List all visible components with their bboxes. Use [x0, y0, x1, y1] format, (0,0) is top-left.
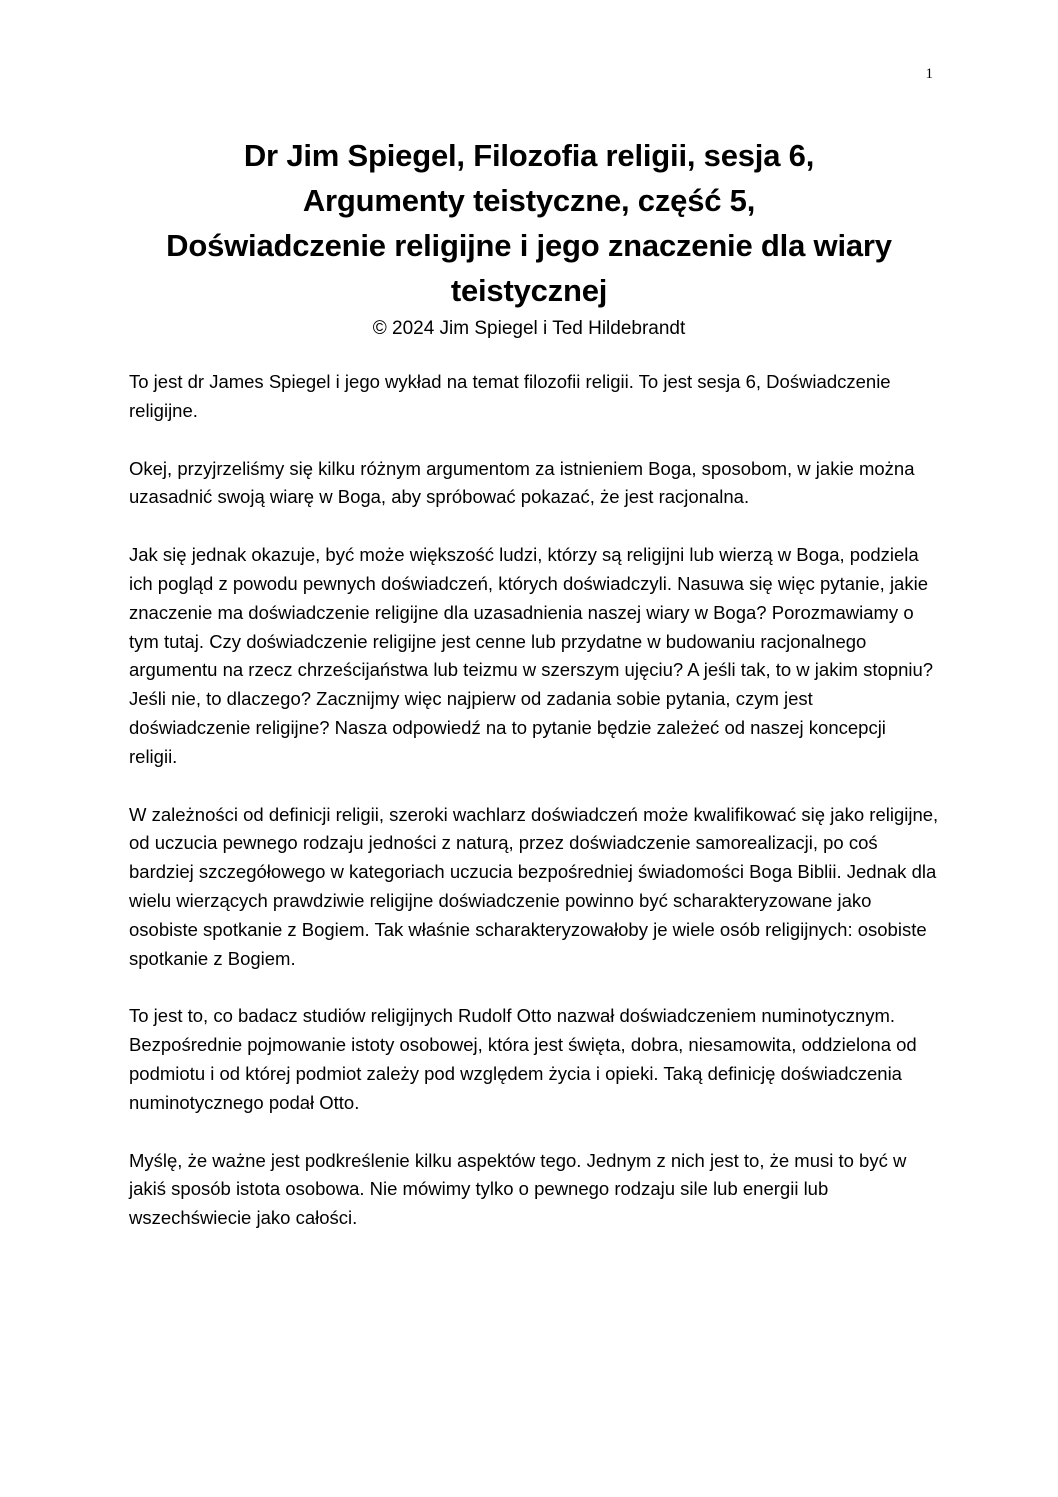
paragraph-5: To jest to, co badacz studiów religijnych Rudolf Otto nazwał doświadczeniem numinotycznym. Bezpośrednie pojmowanie istoty osobowej, która jest święta, dobra, niesamowita, oddzielona od podmiotu i od której podmiot zależy pod względem życia i opieki. Taką definicję doświadczenia numinotycznego podał Otto. — [129, 1005, 917, 1113]
title-line-4: teistycznej — [450, 273, 608, 308]
paragraph-1: To jest dr James Spiegel i jego wykład na temat filozofii religii. To jest sesja 6, Doświadczenie religijne. — [129, 371, 891, 421]
document-title — [110, 133, 948, 342]
paragraph-6: Myślę, że ważne jest podkreślenie kilku aspektów tego. Jednym z nich jest to, że musi to być w jakiś sposób istota osobowa. Nie mówimy tylko o pewnego rodzaju sile lub energii lub wszechświecie jako całości. — [129, 1149, 907, 1229]
title-line-3: Doświadczenie religijne i jego znaczenie dla wiary — [166, 228, 892, 263]
title-line-1: Dr Jim Spiegel, Filozofia religii, sesja 6, — [243, 138, 815, 173]
paragraph-4: W zależności od definicji religii, szeroki wachlarz doświadczeń może kwalifikować się jako religijne, od uczucia pewnego rodzaju jedności z naturą, przez doświadczenie samorealizacji, po coś bardziej szczegółowego w kategoriach uczucia bezpośredniej świadomości Boga Biblii. Jednak dla wielu wierzących prawdziwie religijne doświadczenie powinno być scharakteryzowane jako osobiste spotkanie z Bogiem. Tak właśnie scharakteryzowałoby je wiele osób religijnych: osobiste spotkanie z Bogiem. — [129, 803, 939, 969]
paragraph-3: Jak się jednak okazuje, być może większość ludzi, którzy są religijni lub wierzą w Boga, podziela ich pogląd z powodu pewnych doświadczeń, których doświadczyli. Nasuwa się więc pytanie, jakie znaczenie ma doświadczenie religijne dla uzasadnienia naszej wiary w Boga? Porozmawiamy o tym tutaj. Czy doświadczenie religijne jest cenne lub przydatne w budowaniu racjonalnego argumentu na rzecz chrześcijaństwa lub teizmu w szerszym ujęciu? A jeśli tak, to w jakim stopniu? Jeśli nie, to dlaczego? Zacznijmy więc najpierw od zadania sobie pytania, czym jest doświadczenie religijne? Nasza odpowiedź na to pytanie będzie zależeć od naszej koncepcji religii. — [129, 544, 934, 767]
document-body — [129, 368, 939, 1262]
page-number: 1 — [925, 66, 933, 82]
copyright-notice: © 2024 Jim Spiegel i Ted Hildebrandt — [372, 318, 686, 339]
paragraph-2: Okej, przyjrzeliśmy się kilku różnym argumentom za istnieniem Boga, sposobom, w jakie można uzasadnić swoją wiarę w Boga, aby spróbować pokazać, że jest racjonalna. — [129, 457, 915, 508]
title-line-2: Argumenty teistyczne, część 5, — [302, 183, 756, 218]
